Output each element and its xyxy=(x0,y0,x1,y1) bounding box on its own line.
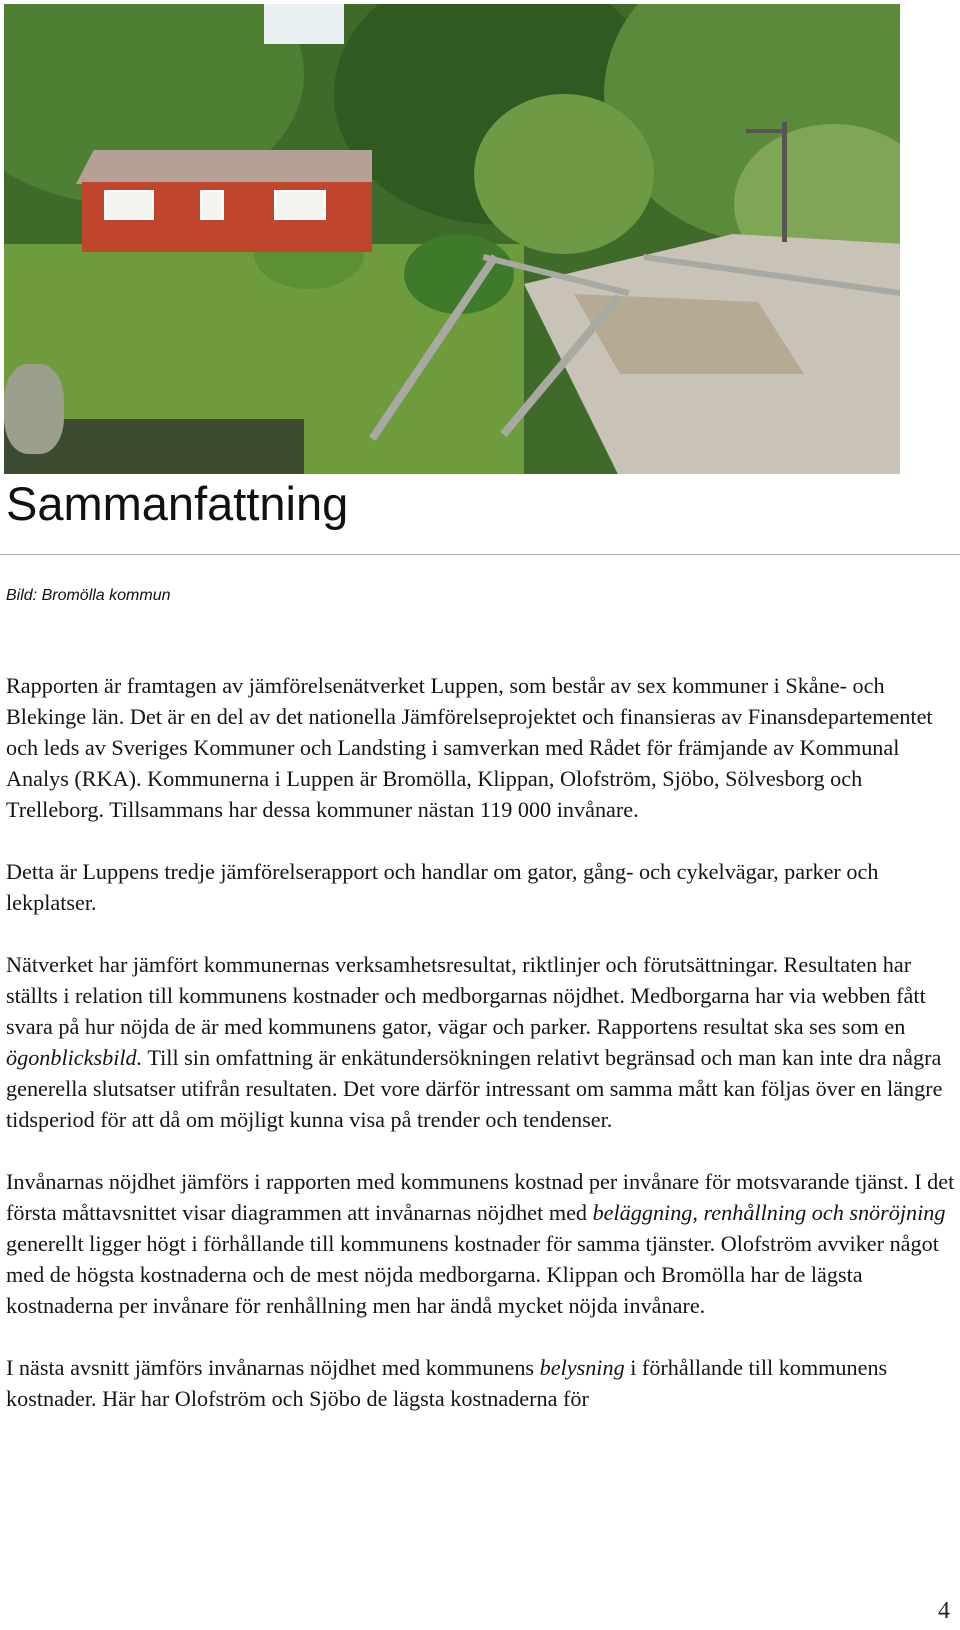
page-title: Sammanfattning xyxy=(6,477,349,530)
photo-caption: Bild: Bromölla kommun xyxy=(6,587,171,604)
street-lamp xyxy=(782,122,787,242)
paragraph-text: I nästa avsnitt jämförs invånarnas nöjdhet med kommunens xyxy=(6,1355,540,1380)
emphasis-text: ögonblicksbild. xyxy=(6,1045,143,1070)
heading-divider xyxy=(0,554,960,555)
paragraph-text: generellt ligger högt i förhållande till kommunens kostnader för samma tjänster. Olofström avviker något med de högsta kostnaderna och de mest nöjda medborgarna. Klippan och Bromölla har de lägsta kostnaderna per invånare för renhållning men har ändå mycket nöjda invånare. xyxy=(6,1231,939,1318)
emphasis-text: belysning xyxy=(539,1355,625,1380)
emphasis-text: beläggning, renhållning och snöröjning xyxy=(592,1200,946,1225)
paragraph-topic: Detta är Luppens tredje jämförelserapport och handlar om gator, gång- och cykelvägar, parker och lekplatser. xyxy=(6,859,879,915)
paragraph-intro: Rapporten är framtagen av jämförelsenätverket Luppen, som består av sex kommuner i Skåne- och Blekinge län. Det är en del av det nationella Jämförelseprojektet och finansieras av Finansdepartementet och leds av Sveriges Kommuner och Landsting i samverkan med Rådet för främjande av Kommunal Analys (RKA). Kommunerna i Luppen är Bromölla, Klippan, Olofström, Sjöbo, Sölvesborg och Trelleborg. Tillsammans har dessa kommuner nästan 119 000 invånare. xyxy=(6,673,933,822)
paragraph-text: Nätverket har jämfört kommunernas verksamhetsresultat, riktlinjer och förutsättningar. Resultaten har ställts i relation till kommunens kostnader och medborgarnas nöjdhet. Medborgarna har via webben fått svara på hur nöjda de är med kommunens gator, vägar och parker. Rapportens resultat ska ses som en xyxy=(6,952,926,1039)
sky xyxy=(264,4,344,44)
paragraph-method xyxy=(6,949,958,1135)
tree xyxy=(474,94,654,254)
paragraph-results xyxy=(6,1166,958,1321)
header-photo xyxy=(4,4,900,474)
paragraph-text: Till sin omfattning är enkätundersökningen relativt begränsad och man kan inte dra några generella slutsatser utifrån resultaten. Det vore därför intressant om samma mått kan följas över en längre tidsperiod för att då om möjligt kunna visa på trender och tendenser. xyxy=(6,1045,943,1132)
house-roof xyxy=(76,150,372,184)
body-text xyxy=(6,670,958,1445)
street-lamp-arm xyxy=(746,129,786,133)
paragraph-text: Invånarnas nöjdhet jämförs i rapporten med kommunens kostnad per invånare för motsvarande tjänst. I det första måttavsnittet visar diagrammen att invånarnas nöjdhet med xyxy=(6,1169,955,1225)
house-window xyxy=(104,190,154,220)
paragraph-lighting xyxy=(6,1352,958,1414)
page-number: 4 xyxy=(938,1598,950,1624)
rock xyxy=(4,364,64,454)
house-window xyxy=(200,190,224,220)
paragraph-text: i förhållande till kommunens kostnader. Här har Olofström och Sjöbo de lägsta kostnaderna för xyxy=(6,1355,888,1411)
house-window xyxy=(274,190,326,220)
